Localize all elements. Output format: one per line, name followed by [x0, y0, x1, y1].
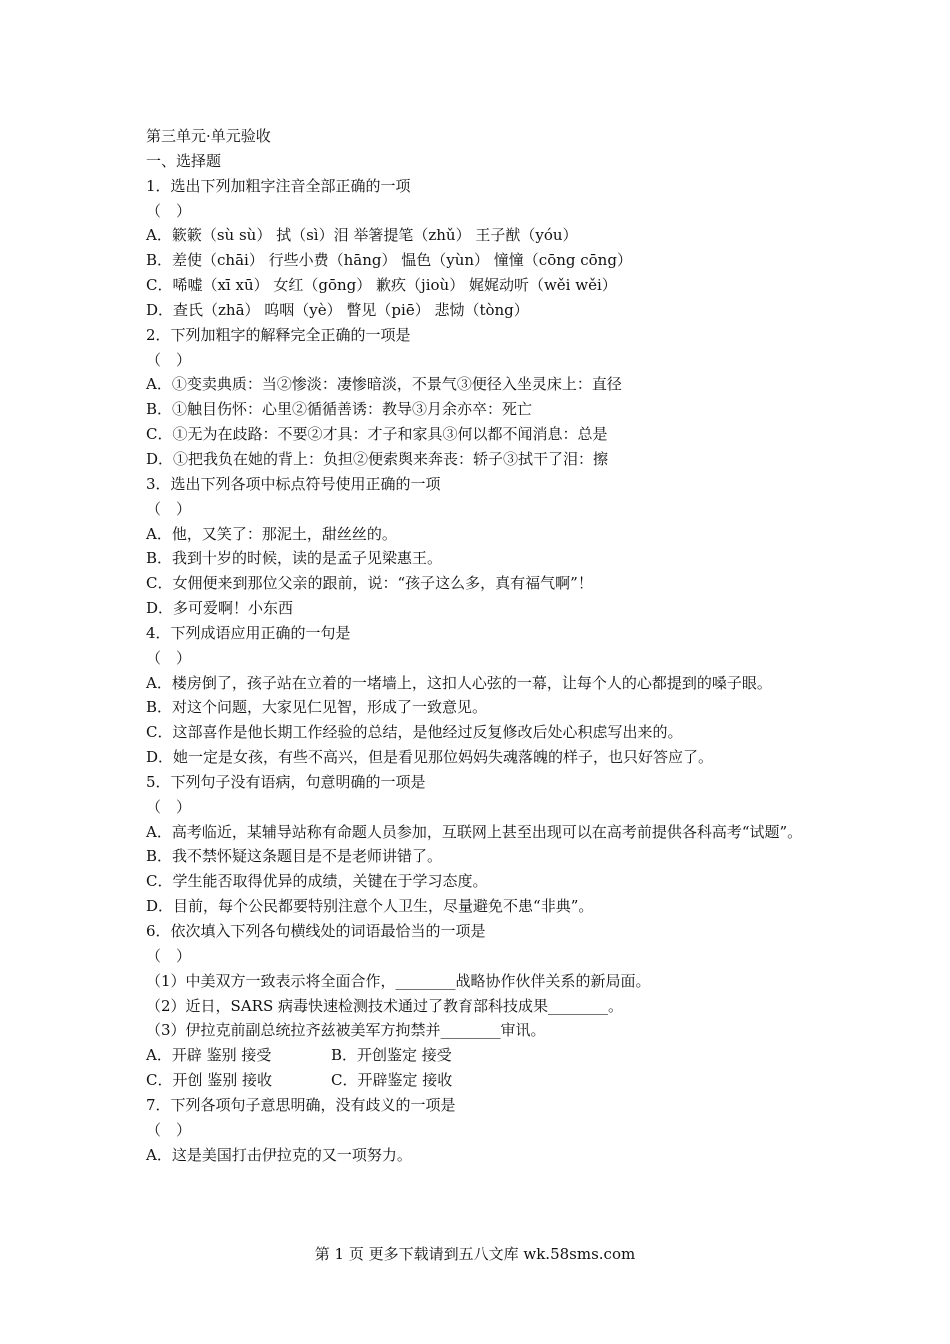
- option-b: B．对这个问题，大家见仁见智，形成了一致意见。: [146, 698, 488, 717]
- option-b: B．我到十岁的时候，读的是孟子见梁惠王。: [146, 549, 443, 568]
- question-stem: 2．下列加粗字的解释完全正确的一项是: [146, 325, 411, 344]
- option-b: B．①触目伤怀：心里②循循善诱：教导③月余亦卒：死亡: [146, 400, 533, 419]
- question-stem: 1．选出下列加粗字注音全部正确的一项: [146, 176, 411, 195]
- option-c: C．①无为在歧路：不要②才具：才子和家具③何以都不闻消息：总是: [146, 425, 608, 444]
- option-d: D．多可爱啊！小东西: [146, 599, 294, 618]
- option-row: [146, 1043, 816, 1068]
- answer-paren: （ ）: [146, 797, 192, 816]
- option-a: A．楼房倒了，孩子站在立着的一堵墙上，这扣人心弦的一幕，让每个人的心都提到的嗓子眼。: [146, 673, 772, 692]
- option-c: C．女佣便来到那位父亲的跟前，说：“孩子这么多，真有福气啊”！: [146, 574, 593, 593]
- fill-sentence-1: （1）中美双方一致表示将全面合作，________战略协作伙伴关系的新局面。: [146, 971, 651, 990]
- question-2: [146, 323, 816, 472]
- question-1: [146, 174, 816, 323]
- option-a: A．他，又笑了：那泥土，甜丝丝的。: [146, 524, 397, 543]
- question-4: [146, 621, 816, 770]
- fill-sentence-2: （2）近日，SARS 病毒快速检测技术通过了教育部科技成果________。: [146, 996, 623, 1015]
- answer-paren: （ ）: [146, 946, 192, 965]
- document-body: [146, 124, 816, 1167]
- unit-title: 第三单元·单元验收: [146, 127, 271, 145]
- question-5: [146, 770, 816, 919]
- option-b: B．差使（chāi） 行些小费（hāng） 愠色（yùn） 憧憧（cōng cōng）: [146, 251, 632, 270]
- option-a: A．高考临近，某辅导站称有命题人员参加，互联网上甚至出现可以在高考前提供各科高考“试题”。: [146, 822, 803, 841]
- option-row: [146, 1068, 816, 1093]
- answer-paren: （ ）: [146, 648, 192, 667]
- page-footer: 第 1 页 更多下载请到五八文库 wk.58sms.com: [314, 1245, 636, 1263]
- option-a: A．这是美国打击伊拉克的又一项努力。: [146, 1145, 412, 1164]
- answer-paren: （ ）: [146, 201, 192, 220]
- question-stem: 5．下列句子没有语病，句意明确的一项是: [146, 772, 426, 791]
- option-d: D．目前，每个公民都要特别注意个人卫生，尽量避免不患“非典”。: [146, 897, 594, 916]
- question-stem: 4．下列成语应用正确的一句是: [146, 623, 351, 642]
- option-d: D．她一定是女孩，有些不高兴，但是看见那位妈妈失魂落魄的样子，也只好答应了。: [146, 748, 714, 767]
- option-c: C．开创 鉴别 接收: [146, 1071, 273, 1090]
- answer-paren: （ ）: [146, 1120, 192, 1139]
- answer-paren: （ ）: [146, 350, 192, 369]
- option-b: B．开创鉴定 接受: [331, 1046, 452, 1065]
- question-3: [146, 472, 816, 621]
- option-c: C．学生能否取得优异的成绩，关键在于学习态度。: [146, 872, 488, 891]
- question-stem: 3．选出下列各项中标点符号使用正确的一项: [146, 474, 441, 493]
- question-stem: 6．依次填入下列各句横线处的词语最恰当的一项是: [146, 922, 486, 940]
- option-a: A．簌簌（sù sù） 拭（sì）泪 举箸提笔（zhǔ） 王子猷（yóu）: [146, 226, 578, 245]
- option-d: D．①把我负在她的背上：负担②便索舆来奔丧：轿子③拭干了泪：擦: [146, 449, 609, 468]
- option-b: B．我不禁怀疑这条题目是不是老师讲错了。: [146, 847, 443, 866]
- section-heading: 一、选择题: [146, 151, 222, 170]
- option-c: C．唏嘘（xī xū） 女红（gōng） 歉疚（jioù） 娓娓动听（wěi wěi）: [146, 276, 617, 295]
- option-c: C．这部喜作是他长期工作经验的总结，是他经过反复修改后处心积虑写出来的。: [146, 723, 683, 742]
- option-a: A．开辟 鉴别 接受: [146, 1046, 272, 1065]
- question-7: [146, 1093, 816, 1168]
- option-a: A．①变卖典质：当②惨淡：凄惨暗淡，不景气③便径入坐灵床上：直径: [146, 375, 622, 394]
- fill-sentence-3: （3）伊拉克前副总统拉齐兹被美军方拘禁并________审讯。: [146, 1021, 546, 1040]
- question-6: [146, 919, 816, 1093]
- option-d: C．开辟鉴定 接收: [331, 1071, 453, 1090]
- answer-paren: （ ）: [146, 499, 192, 518]
- question-stem: 7．下列各项句子意思明确，没有歧义的一项是: [146, 1095, 456, 1114]
- option-d: D．查氏（zhā） 呜咽（yè） 瞥见（piē） 悲恸（tòng）: [146, 300, 529, 319]
